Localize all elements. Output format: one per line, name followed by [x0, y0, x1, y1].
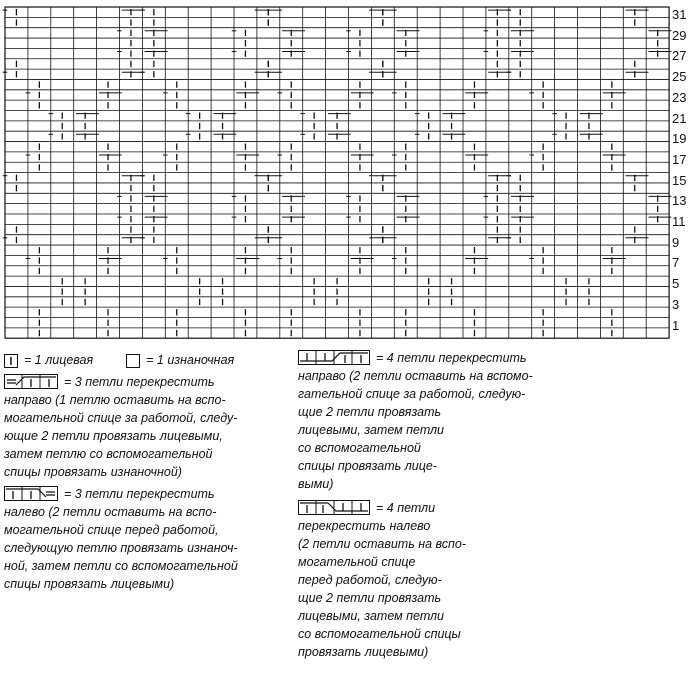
row-number: 7 — [672, 255, 680, 271]
row-number: 31 — [672, 7, 687, 22]
legend-cross4-right-text: = 4 петли перекрестить направо (2 петли оставить на вспомо- гательной спице за работой, следую- щие 2 петли провязать лицевыми, затем петли со вспомогательной спицы провязать лице- выми) — [298, 351, 533, 491]
legend-cross4-left — [298, 499, 588, 661]
row-number: 23 — [672, 89, 687, 105]
legend-cross3-left — [4, 485, 294, 593]
row-number: 5 — [672, 276, 680, 292]
row-number: 9 — [672, 234, 680, 250]
row-number: 11 — [672, 214, 686, 229]
cross4-left-symbol-icon — [298, 500, 370, 515]
legend-purl-text: = 1 изнаночная — [146, 353, 235, 367]
legend-cross3-right — [4, 373, 294, 481]
row-number: 19 — [672, 131, 687, 147]
row-number: 3 — [672, 296, 680, 312]
row-number: 29 — [672, 27, 687, 43]
cross4-right-symbol-icon — [298, 350, 370, 365]
legend-knit-text: = 1 лицевая — [24, 353, 94, 367]
legend-cross4-right — [298, 349, 588, 493]
knitting-chart-grid — [0, 0, 700, 345]
row-number: 17 — [672, 151, 687, 167]
row-number: 13 — [672, 193, 687, 209]
row-number: 21 — [672, 110, 687, 126]
legend-cross4-left-text: = 4 петли перекрестить налево (2 петли оставить на вспо- могательной спице перед работой, следую- щие 2 петли провязать лицевыми, затем петли со вспомогательной спицы провязать лицевыми) — [298, 501, 467, 659]
knit-symbol-icon — [4, 354, 18, 368]
legend-cross3-left-text: = 3 петли перекрестить налево (2 петли оставить на вспо- могательной спице перед работой, следующую петлю провязать изнаноч- ной, затем петли со вспомогательной спицы провязать лицевыми) — [4, 487, 238, 591]
purl-symbol-icon — [126, 354, 140, 368]
legend-cross3-right-text: = 3 петли перекрестить направо (1 петлю оставить на вспо- могательной спице за работой, следу- ющие 2 петли провязать лицевыми, затем петлю со вспомогательной спицы провязать изнаночной) — [4, 375, 238, 479]
row-number: 1 — [672, 317, 680, 333]
cross3-left-symbol-icon — [4, 486, 58, 501]
legend-knit-purl — [4, 351, 294, 373]
legend-left — [4, 351, 294, 593]
row-number: 25 — [672, 69, 687, 85]
row-number: 27 — [672, 48, 687, 64]
legend-right — [298, 349, 588, 661]
row-number: 15 — [672, 172, 687, 188]
cross3-right-symbol-icon — [4, 374, 58, 389]
